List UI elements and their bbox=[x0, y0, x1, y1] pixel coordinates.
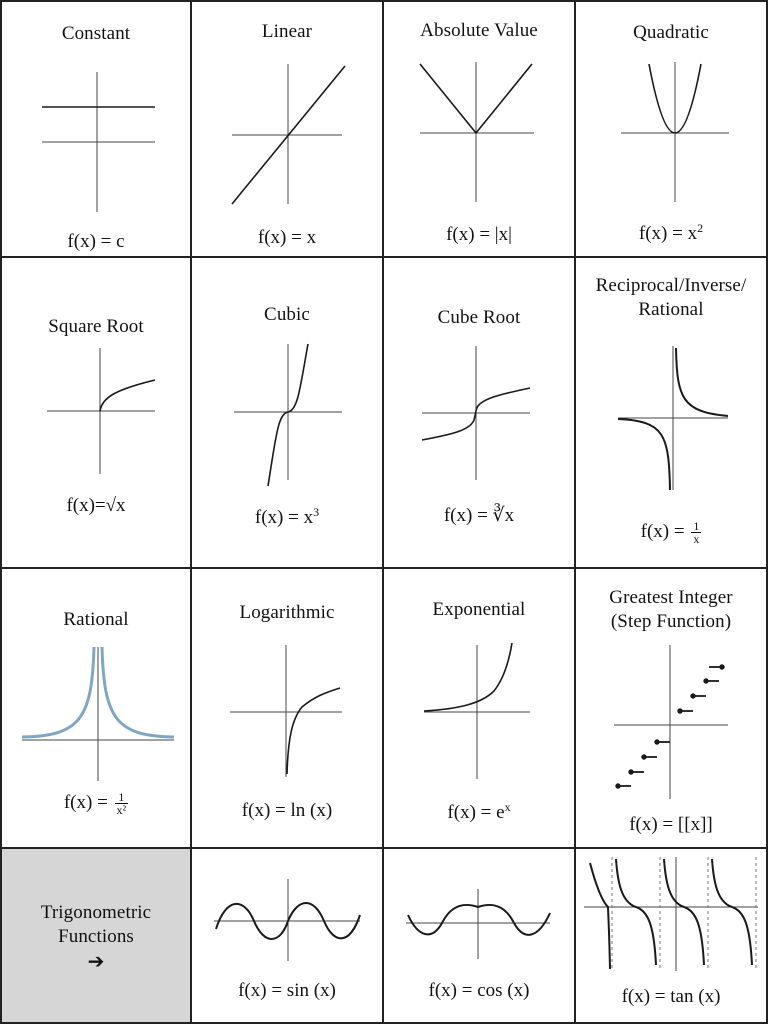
cell-constant bbox=[0, 0, 192, 258]
cell-formula bbox=[576, 222, 766, 246]
formula-exponent: x bbox=[504, 800, 511, 814]
cell-linear bbox=[192, 0, 384, 258]
cell-rational bbox=[0, 569, 192, 849]
square-root-curve bbox=[100, 380, 155, 411]
title-line-1: Greatest Integer bbox=[609, 587, 733, 608]
fraction-numerator: 1 bbox=[693, 519, 700, 534]
formula-prefix: f(x) = bbox=[63, 792, 108, 813]
cosine-curve bbox=[408, 905, 550, 935]
formula-base: f(x) = x bbox=[254, 507, 314, 528]
cell-exponential bbox=[384, 569, 576, 849]
logarithmic-curve bbox=[287, 688, 340, 774]
fraction bbox=[115, 791, 129, 816]
cell-title: Constant bbox=[61, 23, 131, 44]
cell-formula: f(x) = c bbox=[67, 231, 125, 252]
formula-base: f(x) = x bbox=[638, 223, 698, 244]
cell-formula bbox=[192, 506, 382, 530]
cell-reciprocal bbox=[576, 258, 768, 569]
cell-formula: f(x)=√x bbox=[66, 495, 126, 516]
constant-graph bbox=[2, 2, 192, 258]
title-line-2: Functions bbox=[58, 926, 134, 947]
reciprocal-branch-positive bbox=[676, 348, 728, 416]
axes bbox=[22, 647, 174, 781]
cell-formula: f(x) = |x| bbox=[446, 224, 512, 245]
axes bbox=[47, 348, 155, 474]
formula-prefix: f(x) = bbox=[640, 521, 685, 542]
cell-formula: f(x) = ∛x bbox=[443, 505, 515, 526]
cell-title: Absolute Value bbox=[420, 20, 538, 41]
cell-quadratic bbox=[576, 0, 768, 258]
axes bbox=[618, 346, 728, 490]
tangent-asymptotes bbox=[612, 857, 756, 971]
cell-formula: f(x) = [[x]] bbox=[629, 814, 713, 835]
cell-formula: f(x) = cos (x) bbox=[428, 980, 530, 1001]
step-function-graph bbox=[576, 569, 766, 849]
axes bbox=[621, 62, 729, 202]
cell-formula: f(x) = tan (x) bbox=[621, 986, 721, 1007]
cell-title: Cubic bbox=[264, 304, 310, 325]
cell-formula bbox=[384, 801, 574, 825]
cell-logarithmic bbox=[192, 569, 384, 849]
fraction-denominator: x² bbox=[116, 803, 127, 818]
formula-exponent: 3 bbox=[313, 505, 320, 519]
cell-title bbox=[2, 901, 190, 975]
exponential-curve bbox=[424, 643, 512, 711]
cell-tangent bbox=[576, 849, 768, 1024]
quadratic-graph bbox=[576, 2, 766, 258]
title-line-2: (Step Function) bbox=[610, 611, 732, 632]
fraction-denominator: x bbox=[693, 532, 700, 547]
cell-cosine bbox=[384, 849, 576, 1024]
fraction-numerator: 1 bbox=[115, 791, 129, 804]
title-line-1: Trigonometric bbox=[40, 902, 152, 923]
axes bbox=[424, 645, 530, 779]
cell-formula bbox=[2, 791, 190, 816]
cell-square-root bbox=[0, 258, 192, 569]
cell-title: Quadratic bbox=[633, 22, 709, 43]
linear-graph bbox=[192, 2, 382, 258]
cell-absolute-value bbox=[384, 0, 576, 258]
cell-sine bbox=[192, 849, 384, 1024]
fraction bbox=[691, 520, 701, 545]
cell-title: Square Root bbox=[48, 316, 144, 337]
cell-formula bbox=[576, 520, 766, 545]
square-root-graph bbox=[2, 258, 192, 569]
cell-cubic bbox=[192, 258, 384, 569]
cell-formula: f(x) = ln (x) bbox=[241, 800, 333, 821]
formula-base: f(x) = e bbox=[447, 802, 505, 823]
axes bbox=[230, 645, 342, 777]
formula-exponent: 2 bbox=[697, 221, 704, 235]
axes bbox=[614, 645, 728, 799]
cell-title: Rational bbox=[63, 609, 129, 630]
axes bbox=[42, 72, 155, 212]
absolute-value-graph bbox=[384, 2, 574, 258]
cell-formula: f(x) = sin (x) bbox=[238, 980, 336, 1001]
tangent-curve bbox=[590, 859, 752, 969]
cell-title: Cube Root bbox=[437, 307, 521, 328]
axes bbox=[214, 879, 360, 961]
arrow-right-icon: ➔ bbox=[87, 949, 105, 973]
cell-trigonometric-label bbox=[0, 849, 192, 1024]
axes bbox=[406, 889, 550, 959]
cell-formula: f(x) = x bbox=[257, 227, 317, 248]
title-line-2: Rational bbox=[638, 299, 704, 320]
reciprocal-branch-negative bbox=[618, 419, 670, 490]
cell-title: Exponential bbox=[432, 599, 526, 620]
cell-title: Linear bbox=[261, 21, 313, 42]
cell-title: Logarithmic bbox=[239, 602, 335, 623]
cell-greatest-integer bbox=[576, 569, 768, 849]
title-line-1: Reciprocal/Inverse/ bbox=[595, 275, 747, 296]
cell-cube-root bbox=[384, 258, 576, 569]
